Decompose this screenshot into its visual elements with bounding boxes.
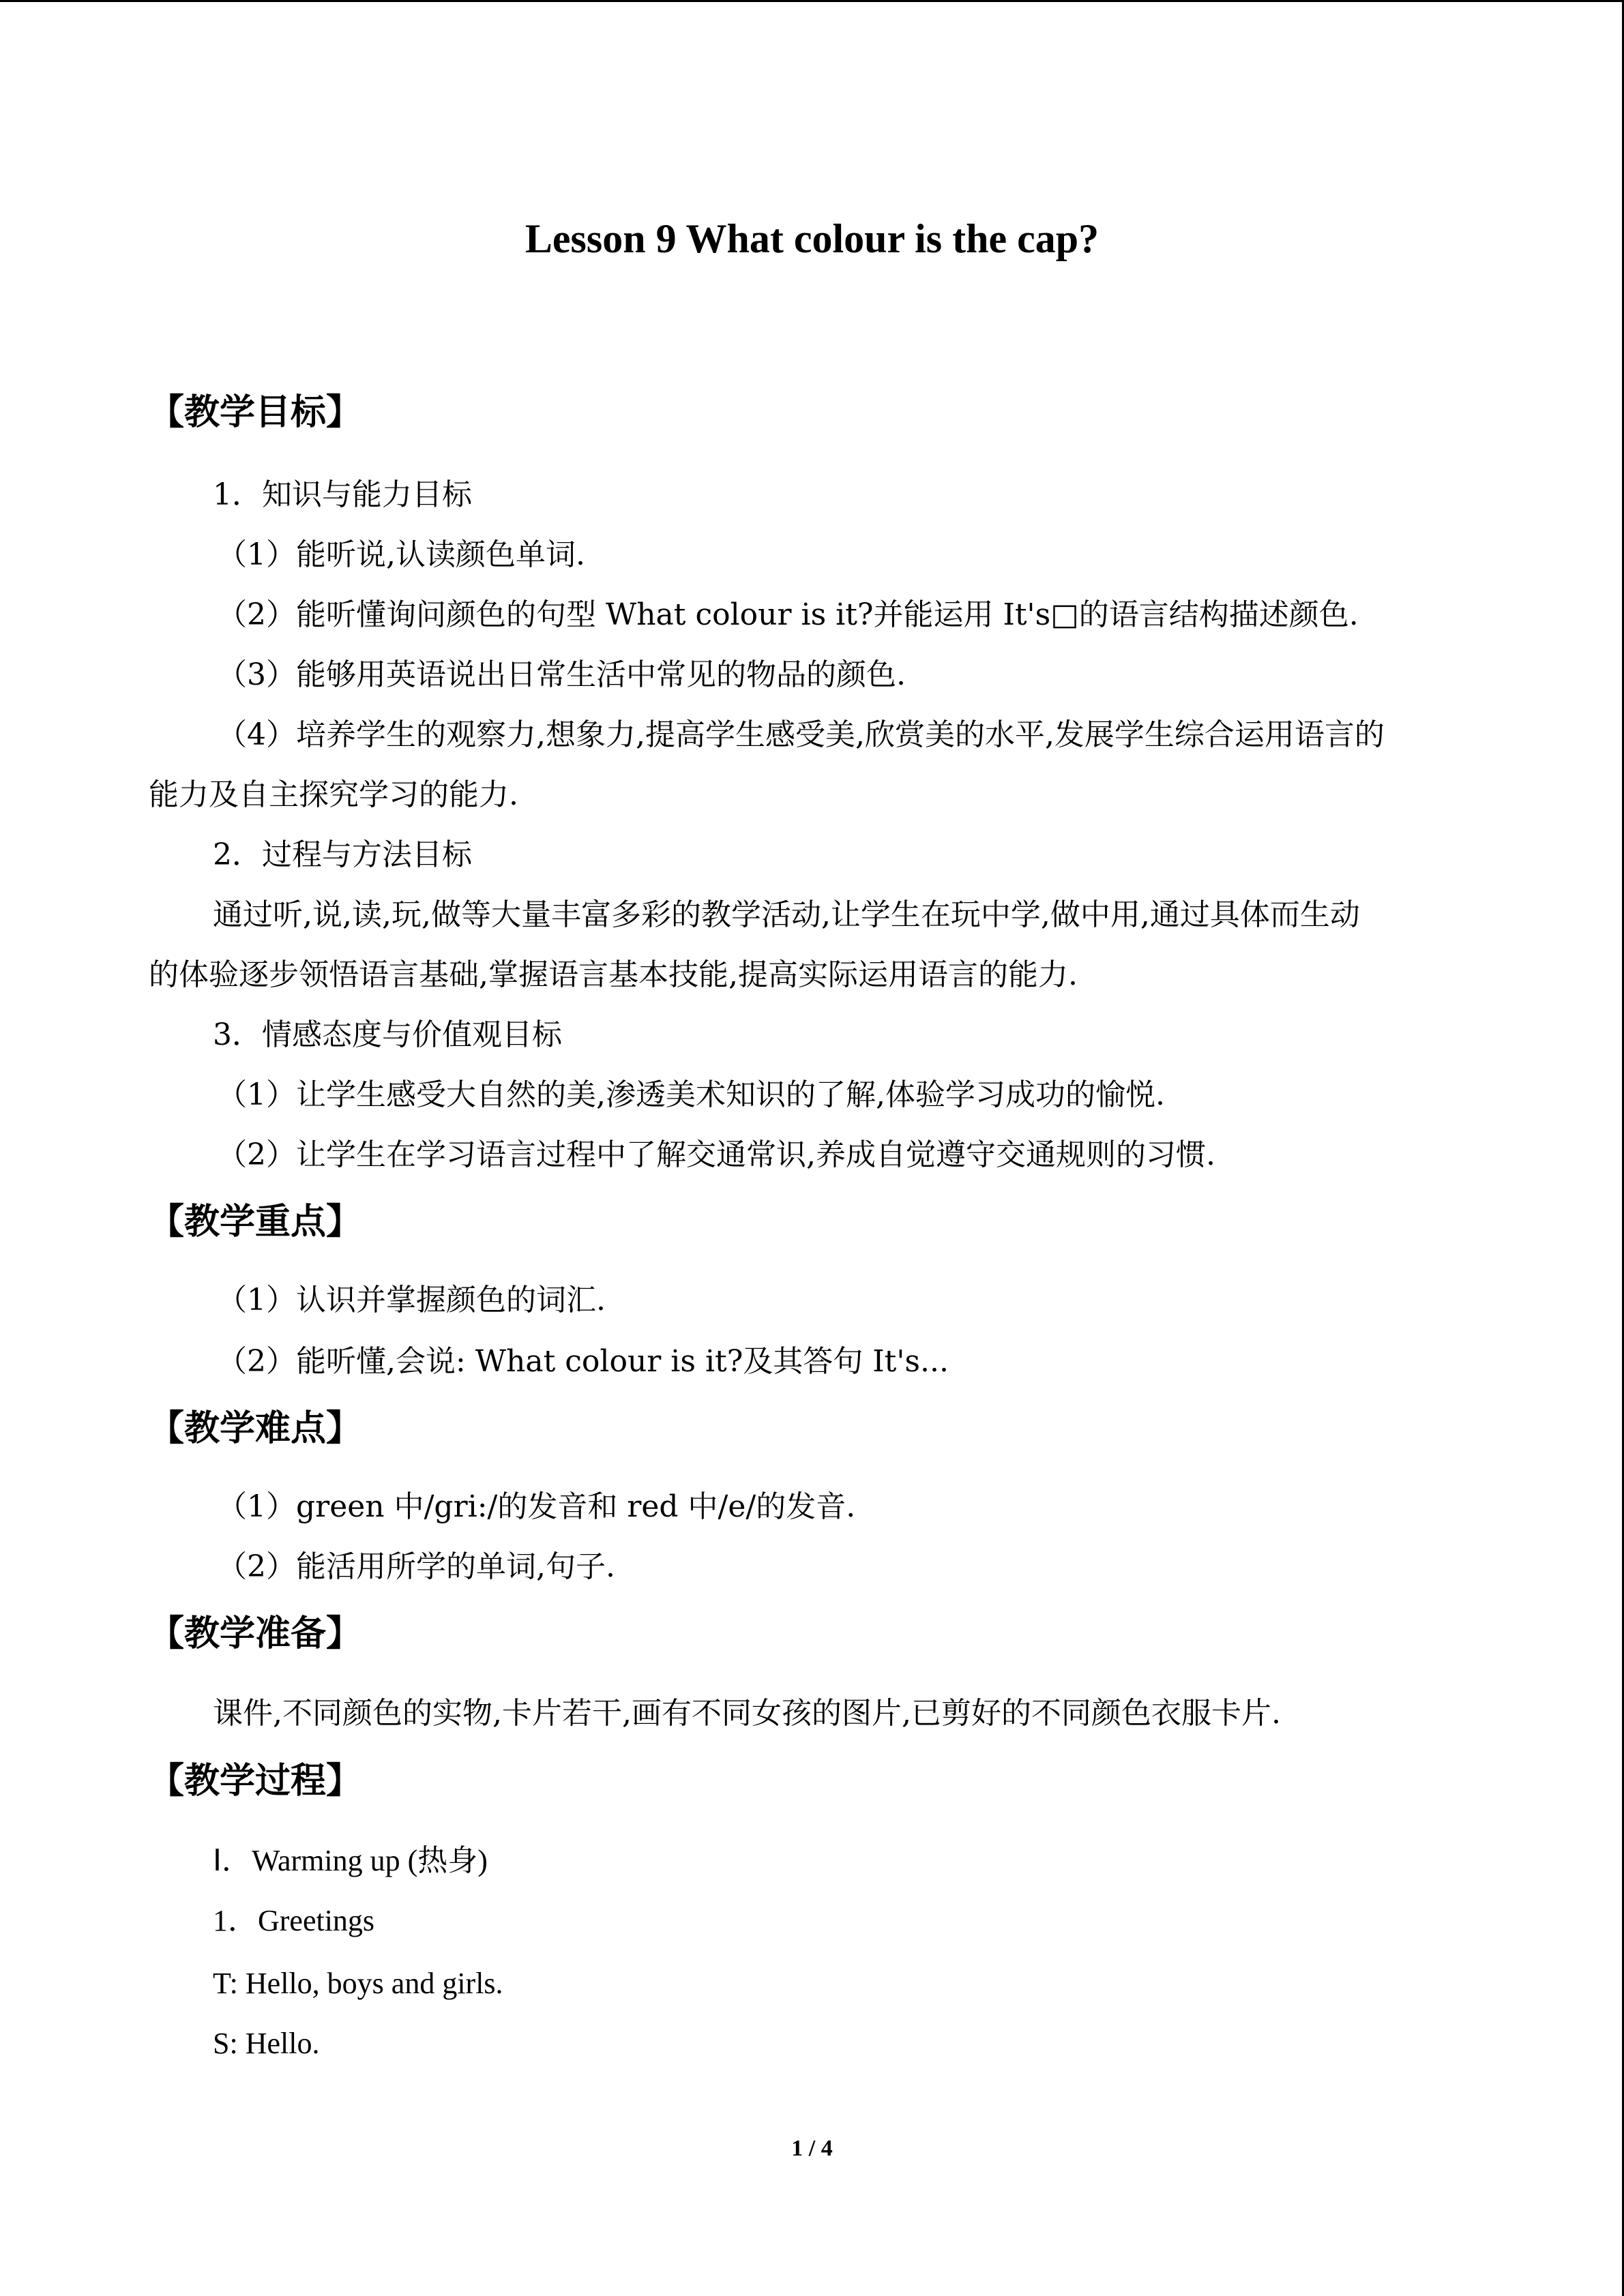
key-point-1: （1）认识并掌握颜色的词汇. [217, 1283, 606, 1317]
heading-difficulties: 【教学难点】 [149, 1407, 362, 1449]
difficulty-1: （1）green 中/gri:/的发音和 red 中/e/的发音. [217, 1489, 856, 1524]
objective-1-4-a: （4）培养学生的观察力,想象力,提高学生感受美,欣赏美的水平,发展学生综合运用语言的 [217, 717, 1385, 752]
heading-key-points: 【教学重点】 [149, 1201, 362, 1242]
preparation-text: 课件,不同颜色的实物,卡片若干,画有不同女孩的图片,已剪好的不同颜色衣服卡片. [213, 1696, 1281, 1731]
objective-2-text-a: 通过听,说,读,玩,做等大量丰富多彩的教学活动,让学生在玩中学,做中用,通过具体而生动 [213, 897, 1360, 932]
objective-1-2: （2）能听懂询问颜色的句型 What colour is it?并能运用 It's□的语言结构描述颜色. [217, 597, 1359, 632]
objective-3-2: （2）让学生在学习语言过程中了解交通常识,养成自觉遵守交通规则的习惯. [217, 1137, 1215, 1172]
dialogue-student-line: S: Hello. [213, 2027, 320, 2060]
heading-objectives: 【教学目标】 [149, 391, 362, 433]
difficulty-2: （2）能活用所学的单词,句子. [217, 1549, 615, 1584]
objective-3-1: （1）让学生感受大自然的美,渗透美术知识的了解,体验学习成功的愉悦. [217, 1077, 1165, 1112]
dialogue-teacher-line: T: Hello, boys and girls. [213, 1967, 503, 2000]
page-number: 1 / 4 [791, 2136, 833, 2161]
objective-1: 1．知识与能力目标 [213, 477, 472, 512]
objective-2: 2．过程与方法目标 [213, 837, 472, 872]
objective-1-1: （1）能听说,认读颜色单词. [217, 537, 585, 572]
process-step-1-1: 1．Greetings [213, 1904, 375, 1937]
objective-2-text-b: 的体验逐步领悟语言基础,掌握语言基本技能,提高实际运用语言的能力. [149, 957, 1078, 992]
heading-process: 【教学过程】 [149, 1760, 362, 1802]
objective-3: 3．情感态度与价值观目标 [213, 1017, 562, 1052]
page-top-border [0, 0, 1624, 2]
objective-1-4-b: 能力及自主探究学习的能力. [149, 777, 518, 812]
key-point-2: （2）能听懂,会说: What colour is it?及其答句 It's... [217, 1344, 949, 1379]
objective-1-3: （3）能够用英语说出日常生活中常见的物品的颜色. [217, 657, 906, 692]
process-step-1: Ⅰ．Warming up (热身) [213, 1844, 488, 1877]
heading-preparation: 【教学准备】 [149, 1613, 362, 1654]
document-title: Lesson 9 What colour is the cap? [525, 216, 1099, 261]
